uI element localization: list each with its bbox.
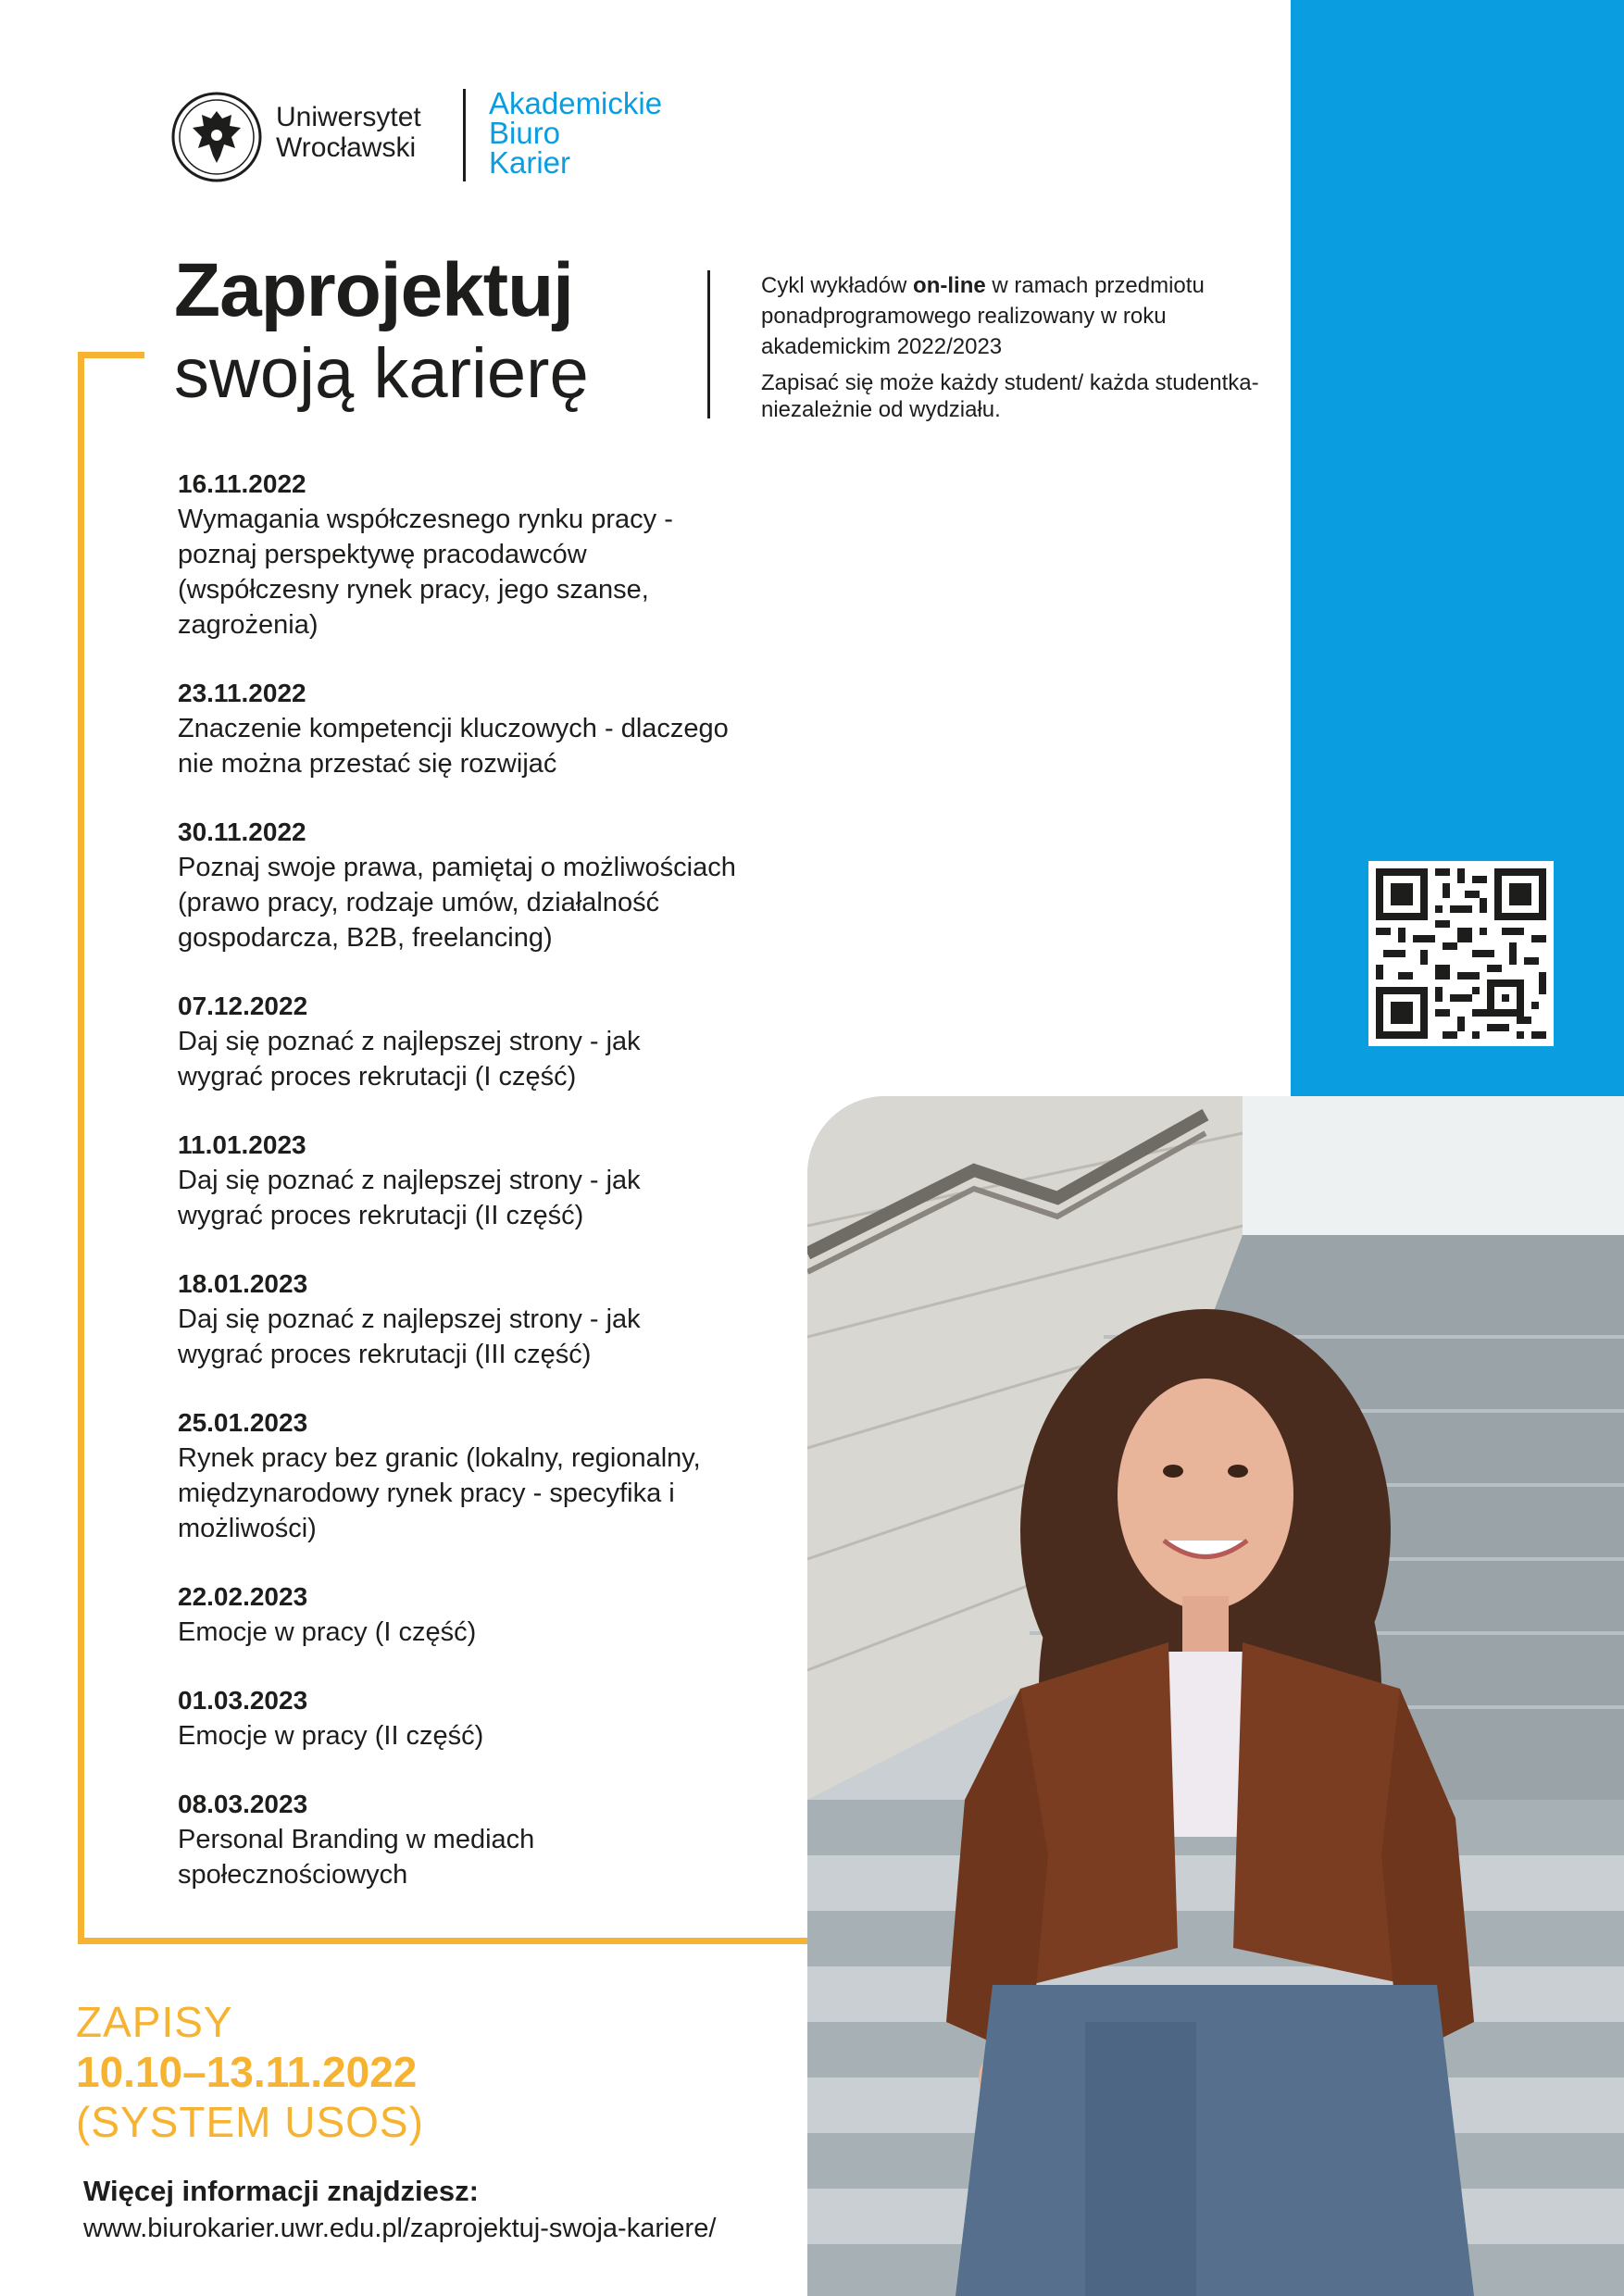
event-date: 16.11.2022 <box>178 469 306 498</box>
registration-label: ZAPISY <box>76 1998 233 2046</box>
registration-system: (SYSTEM USOS) <box>76 2098 424 2146</box>
schedule-item <box>178 1787 789 1892</box>
page-subtitle: swoją karierę <box>174 334 589 413</box>
event-title: Daj się poznać z najlepszej strony - jak wygrać proces rekrutacji (II część) <box>178 1166 641 1230</box>
bracket-top <box>78 352 144 358</box>
event-date: 18.01.2023 <box>178 1269 308 1298</box>
schedule-item <box>178 1405 789 1546</box>
event-title: Emocje w pracy (II część) <box>178 1721 484 1751</box>
event-date: 11.01.2023 <box>178 1130 306 1159</box>
event-date: 25.01.2023 <box>178 1408 308 1437</box>
schedule-item <box>178 1267 789 1372</box>
eagle-crest-icon <box>170 91 263 183</box>
event-date: 23.11.2022 <box>178 679 306 707</box>
intro-paragraph-1 <box>761 270 1280 362</box>
event-title: Emocje w pracy (I część) <box>178 1617 477 1647</box>
more-info-link[interactable]: www.biurokarier.uwr.edu.pl/zaprojektuj-swoja-kariere/ <box>83 2214 717 2243</box>
university-name-line2: Wrocławski <box>276 132 417 163</box>
schedule-item <box>178 1683 789 1753</box>
schedule-item <box>178 1579 789 1650</box>
event-date: 08.03.2023 <box>178 1790 308 1818</box>
event-date: 01.03.2023 <box>178 1686 308 1715</box>
office-name-line3: Karier <box>489 145 571 180</box>
event-title: Znaczenie kompetencji kluczowych - dlaczego nie można przestać się rozwijać <box>178 714 729 779</box>
event-title: Daj się poznać z najlepszej strony - jak wygrać proces rekrutacji (I część) <box>178 1027 641 1092</box>
page-title: Zaprojektuj <box>174 248 573 332</box>
bracket-bottom <box>78 1938 814 1944</box>
event-title: Poznaj swoje prawa, pamiętaj o możliwościach (prawo pracy, rodzaje umów, działalność gospodarcza, B2B, freelancing) <box>178 853 736 953</box>
logo <box>170 86 726 185</box>
event-title: Rynek pracy bez granic (lokalny, regionalny, międzynarodowy rynek pracy - specyfika i możliwości) <box>178 1443 701 1543</box>
registration-dates: 10.10–13.11.2022 <box>76 2048 418 2096</box>
intro-prefix: Cykl wykładów <box>761 273 914 298</box>
student-photo <box>807 1096 1624 2296</box>
event-date: 22.02.2023 <box>178 1582 308 1611</box>
event-date: 07.12.2022 <box>178 992 308 1020</box>
logo-divider <box>463 89 466 181</box>
intro-bold: on-line <box>913 273 986 298</box>
more-info-label: Więcej informacji znajdziesz: <box>83 2175 479 2207</box>
schedule-item <box>178 467 789 643</box>
career-office-name <box>489 86 663 180</box>
university-name <box>276 102 421 163</box>
event-title: Wymagania współczesnego rynku pracy - poznaj perspektywę pracodawców (współczesny rynek pracy, jego szanse, zagrożenia) <box>178 505 673 640</box>
schedule-item <box>178 676 789 781</box>
schedule-item <box>178 1128 789 1233</box>
university-name-line1: Uniwersytet <box>276 102 421 132</box>
qr-code-icon[interactable] <box>1368 861 1554 1046</box>
event-date: 30.11.2022 <box>178 817 306 846</box>
schedule-item <box>178 815 789 955</box>
event-title: Daj się poznać z najlepszej strony - jak wygrać proces rekrutacji (III część) <box>178 1304 641 1369</box>
event-title: Personal Branding w mediach społecznościowych <box>178 1825 535 1890</box>
office-name-line2: Biuro <box>489 116 561 150</box>
intro-paragraph-2: Zapisać się może każdy student/ każda studentka- niezależnie od wydziału. <box>761 370 1259 422</box>
schedule-item <box>178 989 789 1094</box>
intro-suffix: w ramach przedmiotu ponadprogramowego realizowany w roku akademickim 2022/2023 <box>761 273 1205 359</box>
office-name-line1: Akademickie <box>489 86 663 120</box>
intro-text <box>761 270 1280 423</box>
